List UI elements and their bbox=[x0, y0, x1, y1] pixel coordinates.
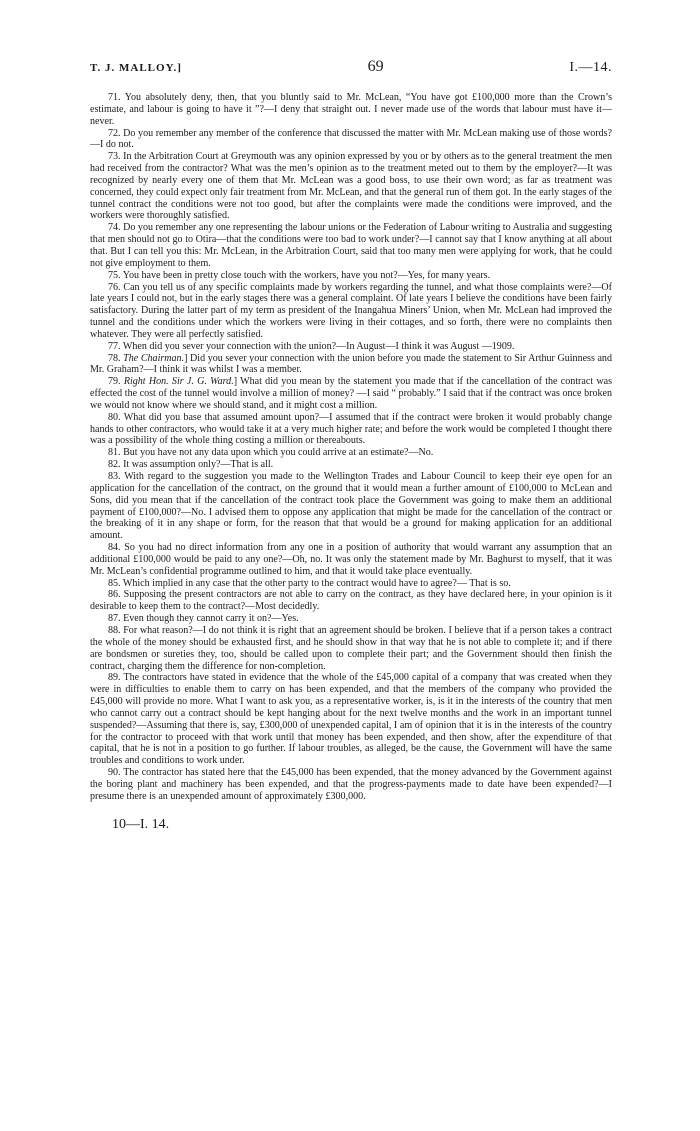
question-answer-paragraph bbox=[90, 767, 612, 803]
paragraph-text: 75. You have been in pretty close touch with the workers, have you not?—Yes, for many years. bbox=[108, 269, 491, 281]
question-answer-paragraph bbox=[90, 151, 612, 222]
paragraph-text: 86. Supposing the present contractors are not able to carry on the contract, as they have declared here, in your opinion is it desirable to keep them to the contract?—Most decidedly. bbox=[90, 589, 612, 613]
paragraph-text: 82. It was assumption only?—That is all. bbox=[108, 459, 274, 471]
question-answer-paragraph bbox=[90, 542, 612, 578]
question-answer-paragraph bbox=[90, 128, 612, 152]
paragraph-text: 72. Do you remember any member of the conference that discussed the matter with Mr. McLean making use of those words?—I do not. bbox=[90, 127, 612, 151]
witness-name: T. J. MALLOY.] bbox=[90, 62, 182, 74]
question-answer-paragraph bbox=[90, 412, 612, 448]
question-answer-paragraph bbox=[90, 353, 612, 377]
paragraph-text: 90. The contractor has stated here that the £45,000 has been expended, that the money advanced by the Government against the boring plant and machinery has been expended, and that the progress-payments made to date have been expended?—I presume there is an unexpended amount of approximately £300,000. bbox=[90, 767, 612, 802]
paragraph-text: What did you mean by the statement you made that if the cancellation of the contract was effected the cost of the tunnel would involve a million of money? —I said “ probably.” I said that if the contract was once broken we would not know where we should stand, and it might cost a million. bbox=[90, 376, 612, 411]
paragraph-text: 85. Which implied in any case that the other party to the contract would have to agree?— That is so. bbox=[108, 577, 511, 589]
speaker-lead: 78. The Chairman.] bbox=[108, 352, 188, 364]
question-answer-paragraph bbox=[90, 578, 612, 590]
paragraph-text: 77. When did you sever your connection with the union?—In August—I think it was August —1909. bbox=[108, 340, 515, 352]
paragraph-text: 76. Can you tell us of any specific complaints made by workers regarding the tunnel, and what those complaints were?—Of late years I could not, but in the early stages there was a general complaint. Of late years I believe the conditions have been fairly satisfactory. During the latter part of my term as president of the Inangahua Miners’ Union, when Mr. McLean had improved the tunnel and the conditions under which the workers were living in their cottages, and so forth, there were no complaints then whatever. They were all perfectly satisfied. bbox=[90, 281, 612, 340]
question-answer-paragraph bbox=[90, 613, 612, 625]
question-answer-paragraph bbox=[90, 92, 612, 128]
paragraph-text: 71. You absolutely deny, then, that you bluntly said to Mr. McLean, “You have got £100,000 more than the Crown’s estimate, and labour is going to have it ”?—I deny that straight out. I never made use of the words that labour must have it—never. bbox=[90, 92, 612, 127]
question-answer-paragraph bbox=[90, 672, 612, 767]
question-answer-paragraph bbox=[90, 341, 612, 353]
question-answer-paragraph bbox=[90, 282, 612, 341]
question-answer-paragraph bbox=[90, 459, 612, 471]
paragraph-text: 88. For what reason?—I do not think it is right that an agreement should be broken. I believe that if a person takes a contract the whole of the money should be exhausted first, and he should show in that way that he is not able to complete it; and if there are bondsmen or sureties they, too, should be called upon to complete their part; and the Government should then finish the contract, charging them the difference for non-completion. bbox=[90, 624, 612, 672]
paragraph-text: 83. With regard to the suggestion you made to the Wellington Trades and Labour Council to keep their eye open for an application for the cancellation of the contract, on the ground that it would mean a further amount of £100,000 to McLean and Sons, did you mean that if the cancellation of the contract took place the Government was going to make them an additional payment of £100,000?—No. I advised them to oppose any application that might be made for the cancellation of the contract or the breaking of it in any shape or form, for the reason that that would be a ground for making application for an additional amount. bbox=[90, 471, 612, 542]
question-answer-paragraph bbox=[90, 376, 612, 412]
paragraph-text: 87. Even though they cannot carry it on?—Yes. bbox=[108, 613, 299, 625]
paragraph-text: 89. The contractors have stated in evidence that the whole of the £45,000 capital of a company that was created when they were in difficulties to enable them to carry on has been expended, and that the members of the company who provided the £45,000 will provide no more. What I want to ask you, as a representative worker, is, is it in the interests of the country that men who cannot carry out a contract should be kept hanging about for the next twelve months and the work in an important tunnel suspended?—Assuming that there is, say, £300,000 of unexpended capital, I am of opinion that it is in the interests of the country for the contractor to proceed with that work until that money has been expended, and then show, after the expenditure of that capital, that he is not in a position to go further. If labour troubles, as alleged, be the cause, the Government will have the same troubles and conditions to work under. bbox=[90, 672, 612, 767]
page-number: 69 bbox=[367, 58, 384, 75]
question-answer-paragraph bbox=[90, 222, 612, 269]
question-answer-paragraph bbox=[90, 471, 612, 542]
paragraph-text: 74. Do you remember any one representing the labour unions or the Federation of Labour writing to Australia and suggesting that men should not go to Otira—that the conditions were too bad to work under?—I cannot say that I know anything at all about that. But I can tell you this: Mr. McLean, in the Arbitration Court, said that too many men were applying for work, that he could not give employment to them. bbox=[90, 222, 612, 269]
paragraph-text: 80. What did you base that assumed amount upon?—I assumed that if the contract were broken it would probably change hands to other contractors, who would take it at a very much higher rate; and before the work would be completed I thought there was a possibility of the whole thing costing a million or thereabouts. bbox=[90, 411, 612, 447]
paragraph-text: 81. But you have not any data upon which you could arrive at an estimate?—No. bbox=[108, 447, 434, 459]
printer-signature: 10—I. 14. bbox=[112, 816, 170, 832]
paragraph-text: 73. In the Arbitration Court at Greymouth was any opinion expressed by you or by others as to the general treatment the men had received from the contractor? What was the men’s opinion as to the treatment meted out to them by the employer?—It was recognized by nearly every one of them that Mr. McLean was a good boss, to use their own word; as far as treatment was concerned, they could expect only fair treatment from Mr. McLean, and that the general run of them got. In the early stages of the tunnel contract the conditions were not too good, but after the complaints were made the conditions were improved, and the workers were thoroughly satisfied. bbox=[90, 151, 612, 222]
testimony-body bbox=[90, 92, 612, 803]
question-answer-paragraph bbox=[90, 589, 612, 613]
question-answer-paragraph bbox=[90, 270, 612, 282]
paper-reference: I.—14. bbox=[569, 60, 612, 75]
running-head bbox=[90, 58, 612, 80]
paragraph-text: Did you sever your connection with the union before you made the statement to Sir Arthur Guinness and Mr. Graham?—I think it was whilst I was a member. bbox=[90, 352, 612, 376]
question-answer-paragraph bbox=[90, 625, 612, 672]
speaker-lead: 79. Right Hon. Sir J. G. Ward.] bbox=[108, 376, 238, 388]
paragraph-text: 84. So you had no direct information from any one in a position of authority that would warrant any assumption that an additional £100,000 would be paid to any one?—Oh, no. It was only the statement made by Mr. Baghurst to myself, that it was Mr. McLean’s confidential programme outlined to him, and that it would take place eventually. bbox=[90, 542, 612, 577]
question-answer-paragraph bbox=[90, 447, 612, 459]
